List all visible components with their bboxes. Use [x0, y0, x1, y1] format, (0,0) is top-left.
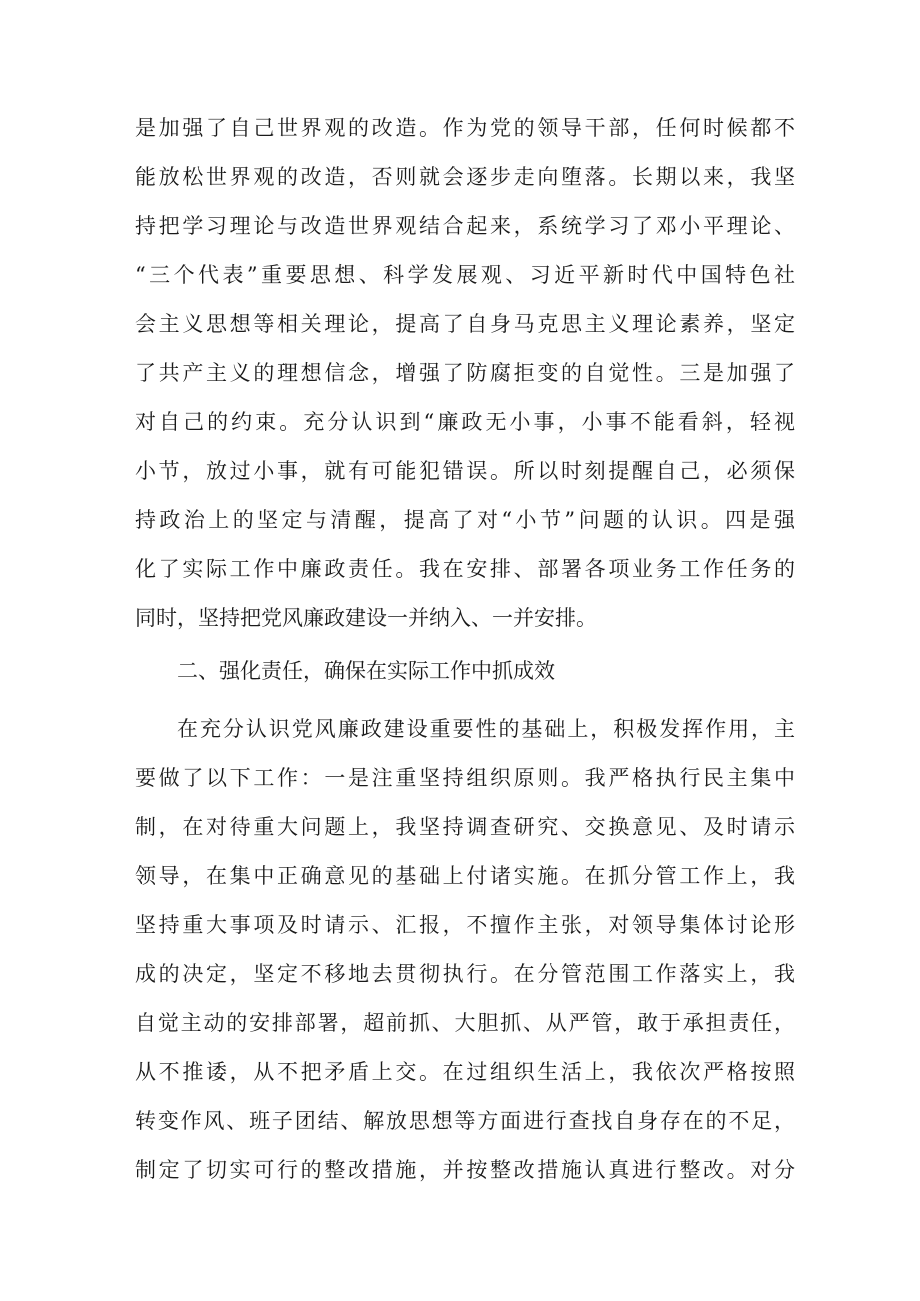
- paragraph-1-line-5: 会主义思想等相关理论，提高了自身马克思主义理论素养，坚定: [135, 312, 795, 336]
- paragraph-2-line-9: 转变作风、班子团结、解放思想等方面进行查找自身存在的不足，: [135, 1109, 795, 1133]
- paragraph-1-line-11: 同时，坚持把党风廉政建设一并纳入、一并安排。: [135, 606, 597, 630]
- paragraph-2-line-2: 要做了以下工作：一是注重坚持组织原则。我严格执行民主集中: [135, 766, 795, 790]
- paragraph-1-line-8: 小节，放过小事，就有可能犯错误。所以时刻提醒自己，必须保: [135, 459, 795, 483]
- paragraph-1-line-1: 是加强了自己世界观的改造。作为党的领导干部，任何时候都不: [135, 116, 795, 140]
- paragraph-2-line-5: 坚持重大事项及时请示、汇报，不擅作主张，对领导集体讨论形: [135, 913, 795, 937]
- paragraph-1-line-7: 对自己的约束。充分认识到“廉政无小事，小事不能看斜，轻视: [135, 410, 795, 434]
- paragraph-2-line-10: 制定了切实可行的整改措施，并按整改措施认真进行整改。对分: [135, 1158, 795, 1182]
- paragraph-1-line-10: 化了实际工作中廉政责任。我在安排、部署各项业务工作任务的: [135, 557, 795, 581]
- paragraph-1-line-4: “三个代表”重要思想、科学发展观、习近平新时代中国特色社: [135, 263, 795, 287]
- paragraph-2-line-8: 从不推诿，从不把矛盾上交。在过组织生活上，我依次严格按照: [135, 1060, 795, 1084]
- paragraph-2-line-1: 在充分认识党风廉政建设重要性的基础上，积极发挥作用，主: [177, 717, 795, 741]
- paragraph-1-line-6: 了共产主义的理想信念，增强了防腐拒变的自觉性。三是加强了: [135, 361, 795, 385]
- paragraph-2-line-6: 成的决定，坚定不移地去贯彻执行。在分管范围工作落实上，我: [135, 962, 795, 986]
- paragraph-2-line-3: 制，在对待重大问题上，我坚持调查研究、交换意见、及时请示: [135, 815, 795, 839]
- paragraph-1-line-3: 持把学习理论与改造世界观结合起来，系统学习了邓小平理论、: [135, 214, 795, 238]
- section-heading-2: 二、强化责任，确保在实际工作中抓成效: [177, 659, 555, 683]
- paragraph-2-line-7: 自觉主动的安排部署，超前抓、大胆抓、从严管，敢于承担责任，: [135, 1011, 795, 1035]
- paragraph-1-line-2: 能放松世界观的改造，否则就会逐步走向堕落。长期以来，我坚: [135, 165, 795, 189]
- paragraph-1-line-9: 持政治上的坚定与清醒，提高了对“小节”问题的认识。四是强: [135, 508, 795, 532]
- paragraph-2-line-4: 领导，在集中正确意见的基础上付诸实施。在抓分管工作上，我: [135, 864, 795, 888]
